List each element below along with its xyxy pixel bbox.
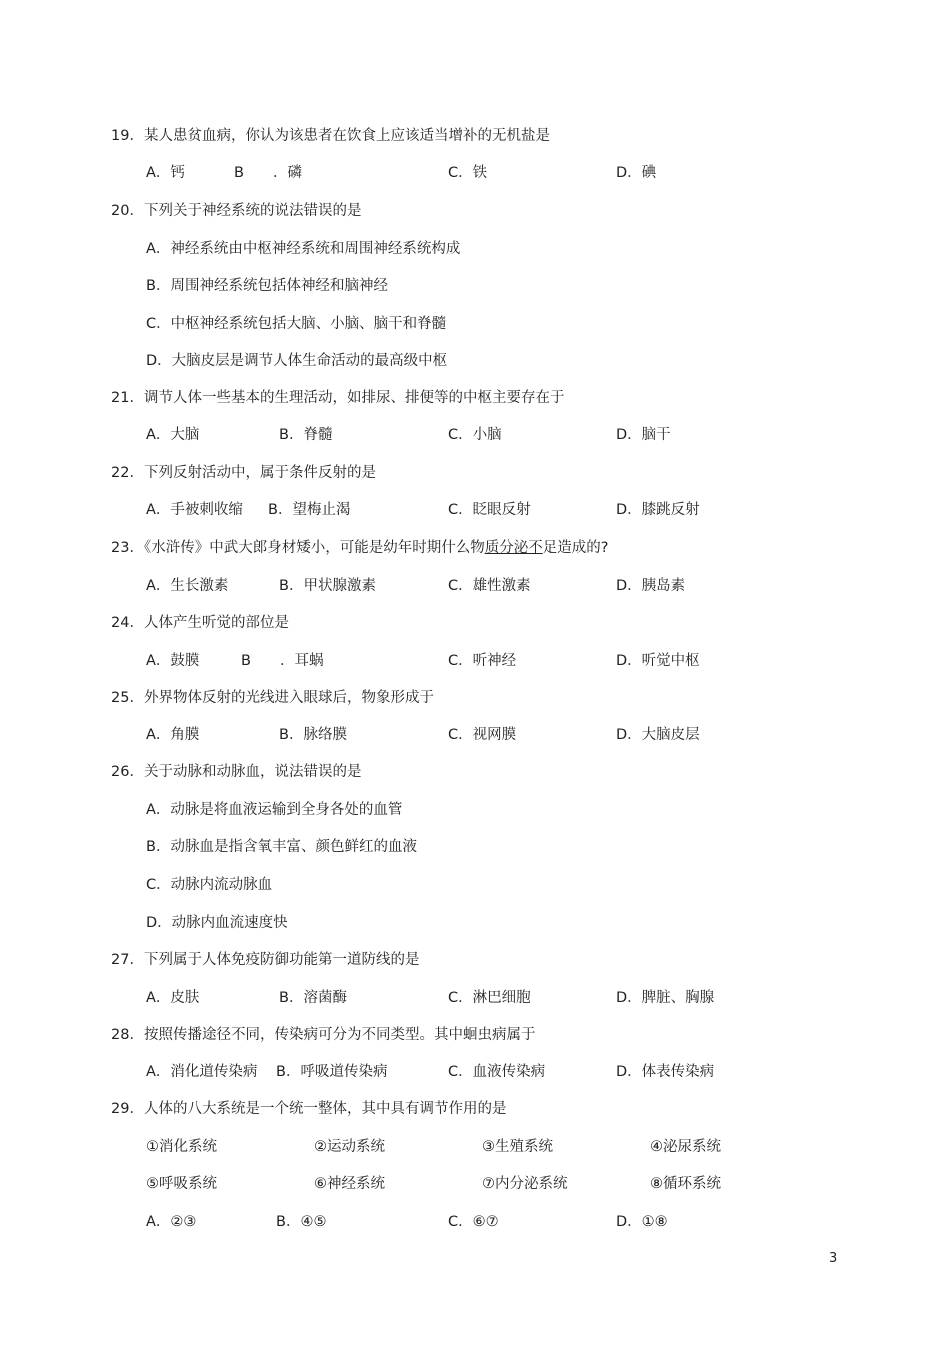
option-d: D．胰岛素 bbox=[616, 578, 686, 594]
option-d: D．大脑皮层 bbox=[616, 727, 700, 743]
system-item: ⑥神经系统 bbox=[314, 1176, 385, 1192]
system-item: ⑦内分泌系统 bbox=[482, 1176, 568, 1192]
option-a: A．角膜 bbox=[146, 727, 200, 743]
option-a: A．②③ bbox=[146, 1214, 197, 1230]
question-26-option-c: C．动脉内流动脉血 bbox=[146, 877, 273, 893]
question-21-stem: 21．调节人体一些基本的生理活动，如排尿、排便等的中枢主要存在于 bbox=[111, 390, 565, 406]
option-a: A．鼓膜 bbox=[146, 653, 200, 669]
question-20-stem: 20．下列关于神经系统的说法错误的是 bbox=[111, 203, 362, 219]
question-25-options bbox=[146, 723, 846, 743]
question-19-stem: 19．某人患贫血病，你认为该患者在饮食上应该适当增补的无机盐是 bbox=[111, 128, 550, 144]
system-item: ④泌尿系统 bbox=[650, 1139, 721, 1155]
option-b: B．呼吸道传染病 bbox=[276, 1064, 388, 1080]
question-22-stem: 22．下列反射活动中，属于条件反射的是 bbox=[111, 465, 376, 481]
system-item: ⑤呼吸系统 bbox=[146, 1176, 217, 1192]
question-28-options bbox=[146, 1060, 846, 1080]
option-a: A．消化道传染病 bbox=[146, 1064, 258, 1080]
question-26-option-b: B．动脉血是指含氧丰富、颜色鲜红的血液 bbox=[146, 839, 417, 855]
option-b: B．溶菌酶 bbox=[279, 990, 347, 1006]
system-item: ⑧循环系统 bbox=[650, 1176, 721, 1192]
question-20-option-c: C．中枢神经系统包括大脑、小脑、脑干和脊髓 bbox=[146, 316, 447, 332]
system-item: ③生殖系统 bbox=[482, 1139, 553, 1155]
page-number: 3 bbox=[829, 1251, 838, 1266]
question-23-stem bbox=[111, 536, 608, 557]
question-29-stem: 29．人体的八大系统是一个统一整体，其中具有调节作用的是 bbox=[111, 1101, 507, 1117]
option-b: B．甲状腺激素 bbox=[279, 578, 376, 594]
question-24-options bbox=[146, 649, 846, 669]
question-23-options bbox=[146, 574, 846, 594]
question-20-option-a: A．神经系统由中枢神经系统和周围神经系统构成 bbox=[146, 241, 461, 257]
option-c: C．听神经 bbox=[448, 653, 517, 669]
system-item: ②运动系统 bbox=[314, 1139, 385, 1155]
option-d: D．脑干 bbox=[616, 427, 671, 443]
option-a: A．大脑 bbox=[146, 427, 200, 443]
option-c: C．小脑 bbox=[448, 427, 502, 443]
option-c: C．铁 bbox=[448, 165, 488, 181]
option-d: D．①⑧ bbox=[616, 1214, 668, 1230]
option-c: C．雄性激素 bbox=[448, 578, 531, 594]
question-29-systems-row-1 bbox=[146, 1135, 846, 1155]
system-item: ①消化系统 bbox=[146, 1139, 217, 1155]
option-a: A．钙 bbox=[146, 165, 185, 181]
question-28-stem: 28．按照传播途径不同，传染病可分为不同类型。其中蛔虫病属于 bbox=[111, 1027, 536, 1043]
option-d: D．听觉中枢 bbox=[616, 653, 700, 669]
question-21-options bbox=[146, 423, 846, 443]
question-26-stem: 26．关于动脉和动脉血，说法错误的是 bbox=[111, 764, 362, 780]
option-c: C．⑥⑦ bbox=[448, 1214, 499, 1230]
question-23-stem-part3: 足造成的? bbox=[542, 540, 609, 556]
question-20-option-d: D．大脑皮层是调节人体生命活动的最高级中枢 bbox=[146, 353, 448, 369]
option-c: C．淋巴细胞 bbox=[448, 990, 531, 1006]
option-d: D．脾脏、胸腺 bbox=[616, 990, 715, 1006]
question-25-stem: 25．外界物体反射的光线进入眼球后，物象形成于 bbox=[111, 690, 434, 706]
option-a: A．皮肤 bbox=[146, 990, 200, 1006]
question-26-option-a: A．动脉是将血液运输到全身各处的血管 bbox=[146, 802, 403, 818]
option-a: A．生长激素 bbox=[146, 578, 229, 594]
question-19-options bbox=[146, 161, 846, 181]
question-29-options bbox=[146, 1210, 846, 1230]
question-29-systems-row-2 bbox=[146, 1172, 846, 1192]
option-d: D．体表传染病 bbox=[616, 1064, 715, 1080]
question-24-stem: 24．人体产生听觉的部位是 bbox=[111, 615, 289, 631]
option-b: B．④⑤ bbox=[276, 1214, 327, 1230]
option-b: B ．磷 bbox=[234, 165, 302, 181]
question-27-options bbox=[146, 986, 846, 1006]
option-c: C．眨眼反射 bbox=[448, 502, 531, 518]
question-23-stem-underlined: 质分泌不 bbox=[484, 540, 543, 556]
option-b: B ．耳蜗 bbox=[241, 653, 324, 669]
option-d: D．碘 bbox=[616, 165, 657, 181]
option-c: C．视网膜 bbox=[448, 727, 517, 743]
question-26-option-d: D．动脉内血流速度快 bbox=[146, 915, 288, 931]
option-b: B．脊髓 bbox=[279, 427, 333, 443]
question-23-stem-part1: 23．《水浒传》中武大郎身材矮小，可能是幼年时期什么物 bbox=[111, 540, 485, 556]
option-a: A．手被刺收缩 bbox=[146, 502, 243, 518]
option-b: B．望梅止渴 bbox=[268, 502, 351, 518]
question-20-option-b: B．周围神经系统包括体神经和脑神经 bbox=[146, 278, 388, 294]
option-c: C．血液传染病 bbox=[448, 1064, 546, 1080]
option-b: B．脉络膜 bbox=[279, 727, 347, 743]
option-d: D．膝跳反射 bbox=[616, 502, 700, 518]
question-22-options bbox=[146, 498, 846, 518]
question-27-stem: 27．下列属于人体免疫防御功能第一道防线的是 bbox=[111, 952, 420, 968]
